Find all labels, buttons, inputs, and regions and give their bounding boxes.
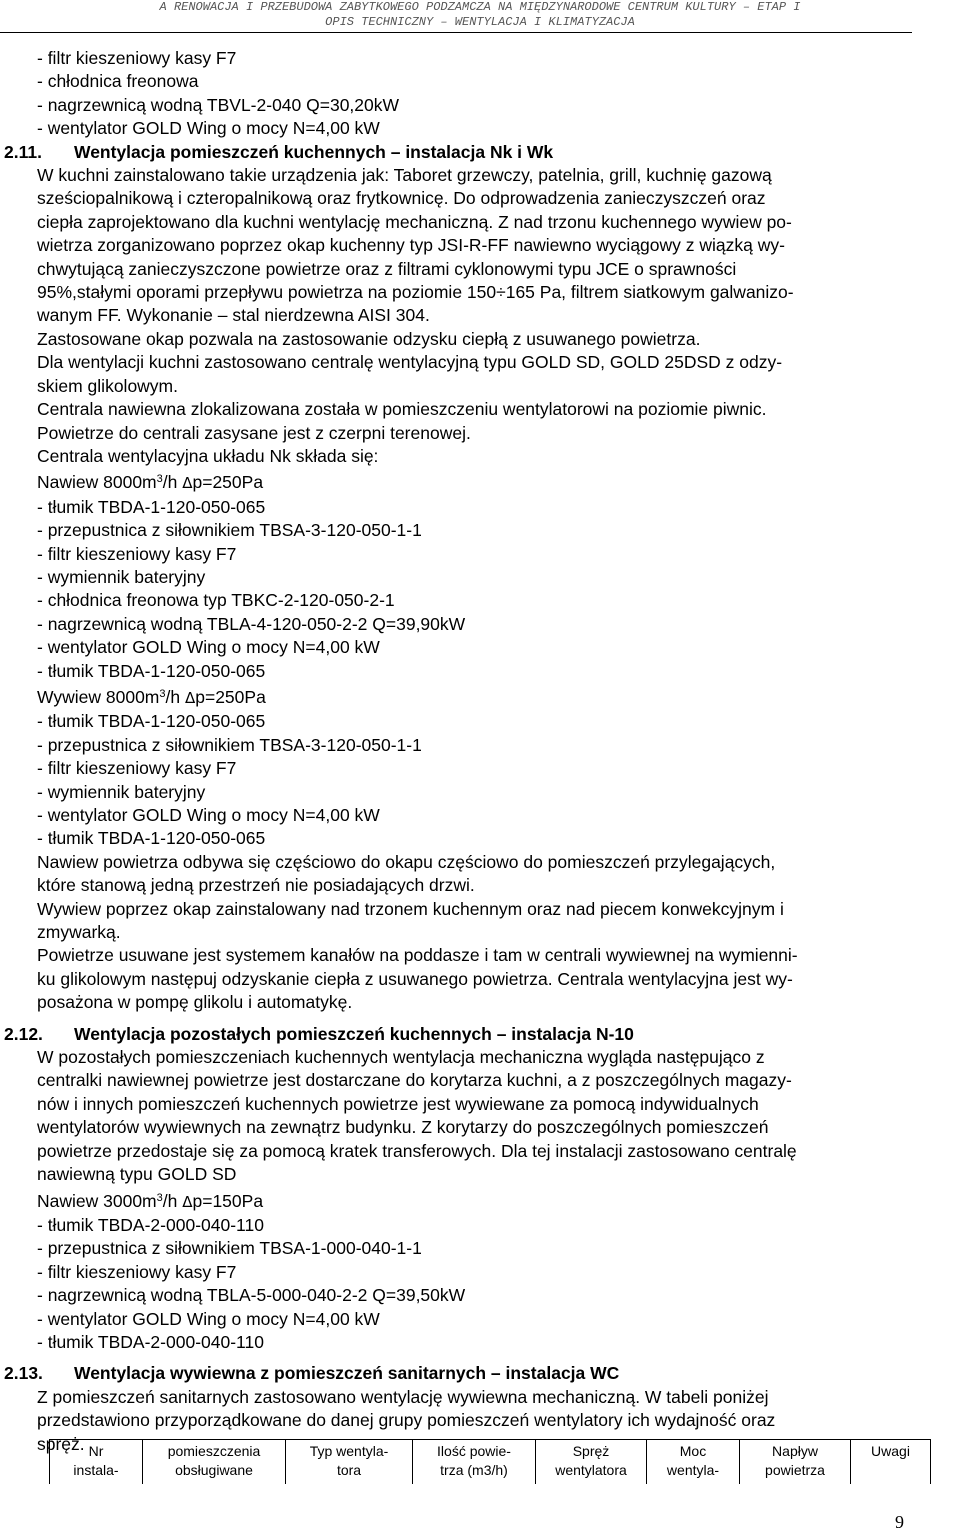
text-line: Zastosowane okap pozwala na zastosowanie odzysku ciepłą z usuwanego powietrza. [37, 328, 701, 349]
page-header [0, 0, 960, 30]
list-item: - wentylator GOLD Wing o mocy N=4,00 kW [37, 637, 380, 658]
text-line: W pozostałych pomieszczeniach kuchennych wentylacja mechaniczna wygląda następująco z [37, 1047, 765, 1068]
fan-table [49, 1439, 931, 1484]
section-2-11-body [37, 164, 905, 1015]
table-header-cell: Spręż wentylatora [536, 1440, 647, 1485]
text-line: ku glikolowym następuj odzyskanie ciepła z usuwanego powietrza. Centrala wentylacyjna jest wy- [37, 968, 793, 989]
list-item: - przepustnica z siłownikiem TBSA-3-120-050-1-1 [37, 520, 422, 541]
text-line: wietrza zorganizowano poprzez okap kuchenny typ JSI-R-FF nawiewno wyciągowy z wiązką wy- [37, 235, 785, 256]
text-line: Centrala wentylacyjna układu Nk składa się: [37, 445, 379, 466]
list-item: - filtr kieszeniowy kasy F7 [37, 1261, 237, 1282]
list-item: - chłodnica freonowa [37, 71, 199, 92]
text-line: Z pomieszczeń sanitarnych zastosowano wentylację wywiewna mechaniczną. W tabeli poniżej [37, 1386, 769, 1407]
list-item: - wentylator GOLD Wing o mocy N=4,00 kW [37, 118, 380, 139]
text-line: ciepła zaprojektowano dla kuchni wentylację mechaniczną. Z nad trzonu kuchennego wywiew po- [37, 211, 792, 232]
text-line: Powietrze do centrali zasysane jest z czerpni terenowej. [37, 422, 471, 443]
list-item: - tłumik TBDA-1-120-050-065 [37, 660, 266, 681]
text-line: przedstawiono przyporządkowane do danej grupy pomieszczeń wentylatory ich wydajność oraz [37, 1410, 776, 1431]
list-item: - nagrzewnicą wodną TBVL-2-040 Q=30,20kW [37, 94, 400, 115]
text-line: powietrze przedostaje się za pomocą kratek transferowych. Dla tej instalacji zastosowano centralę [37, 1140, 797, 1161]
header-line-1: A RENOWACJA I PRZEBUDOWA ZABYTKOWEGO PODZAMCZA NA MIĘDZYNARODOWE CENTRUM KULTURY – ETAP I [159, 0, 801, 14]
text-line: W kuchni zainstalowano takie urządzenia jak: Taboret grzewczy, patelnia, grill, kuchnię gazową [37, 165, 772, 186]
list-item: - filtr kieszeniowy kasy F7 [37, 758, 237, 779]
list-item: - filtr kieszeniowy kasy F7 [37, 543, 237, 564]
text-line: zmywarką. [37, 922, 121, 943]
list-item: - przepustnica z siłownikiem TBSA-1-000-040-1-1 [37, 1238, 422, 1259]
text-line: Wywiew poprzez okap zainstalowany nad trzonem kuchennym oraz nad piecem konwekcyjnym i [37, 898, 784, 919]
list-item: - przepustnica z siłownikiem TBSA-3-120-050-1-1 [37, 734, 422, 755]
text-line: wentylatorów wywiewnych na zewnątrz budynku. Z korytarzy do poszczególnych pomieszczeń [37, 1117, 769, 1138]
table-header-cell: Ilość powie- trza (m3/h) [413, 1440, 536, 1485]
wywiew-spec: Wywiew $8000m^3/h$ Δp=250Pa [37, 686, 266, 707]
section-heading-2-12: 2.12. Wentylacja pozostałych pomieszczeń kuchennych – instalacja N-10 [4, 1023, 634, 1044]
text-line: nów i innych pomieszczeń kuchennych powietrze jest wywiewane za pomocą indywidualnych [37, 1093, 759, 1114]
text-line: posażona w pompę glikolu i automatykę. [37, 992, 353, 1013]
list-item: - chłodnica freonowa typ TBKC-2-120-050-2-1 [37, 590, 395, 611]
text-line: chwytującą zanieczyszczone powietrze oraz z filtrami cyklonowymi typu JCE o sprawności [37, 258, 737, 279]
list-item: - filtr kieszeniowy kasy F7 [37, 48, 237, 68]
text-line: spręż. [37, 1433, 85, 1454]
list-item: - nagrzewnicą wodną TBLA-5-000-040-2-2 Q=39,50kW [37, 1285, 466, 1306]
list-item: - wymiennik bateryjny [37, 566, 206, 587]
list-item: - wymiennik bateryjny [37, 781, 206, 802]
page-number: 9 [895, 1512, 904, 1532]
table-header-cell: pomieszczenia obsługiwane [143, 1440, 286, 1485]
text-line: centralki nawiewnej powietrze jest dostarczane do korytarza kuchni, a z poszczególnych magazy- [37, 1070, 792, 1091]
list-item: - tłumik TBDA-2-000-040-110 [37, 1331, 264, 1352]
list-item: - wentylator GOLD Wing o mocy N=4,00 kW [37, 805, 380, 825]
section-heading-2-11: 2.11. Wentylacja pomieszczeń kuchennych – instalacja Nk i Wk [4, 141, 554, 162]
text-line: Powietrze usuwane jest systemem kanałów na poddasze i tam w centrali wywiewnej na wymienni- [37, 945, 798, 966]
text-line: wanym FF. Wykonanie – stal nierdzewna AISI 304. [37, 305, 430, 326]
nawiew-spec: Nawiew $3000m^3/h$ Δp=150Pa [37, 1190, 264, 1211]
text-line: sześciopalnikową i czteropalnikową oraz frytkownicę. Do odprowadzenia zanieczyszczeń oraz [37, 188, 766, 209]
header-rule [0, 32, 912, 33]
nawiew-spec: Nawiew $8000m^3/h$ Δp=250Pa [37, 472, 264, 493]
table-header-row [50, 1440, 931, 1485]
text-line: nawiewną typu GOLD SD [37, 1164, 237, 1185]
table-header-cell: Napływ powietrza [740, 1440, 851, 1485]
list-item: - nagrzewnicą wodną TBLA-4-120-050-2-2 Q=39,90kW [37, 613, 466, 634]
table-header-cell: Nr instala- [50, 1440, 143, 1485]
table-header-cell: Typ wentyla- tora [286, 1440, 413, 1485]
list-item: - tłumik TBDA-1-120-050-065 [37, 496, 266, 517]
list-item: - tłumik TBDA-1-120-050-065 [37, 828, 266, 849]
text-line: Nawiew powietrza odbywa się częściowo do okapu częściowo do pomieszczeń przylegających, [37, 851, 776, 872]
table-header-cell: Moc wentyla- [647, 1440, 740, 1485]
text-line: 95%,stałymi oporami przepływu powietrza na poziomie 150÷165 Pa, filtrem siatkowym galwanizo- [37, 282, 794, 303]
section-heading-2-13: 2.13. Wentylacja wywiewna z pomieszczeń sanitarnych – instalacja WC [4, 1363, 620, 1384]
list-item: - tłumik TBDA-2-000-040-110 [37, 1214, 264, 1235]
text-line: skiem glikolowym. [37, 375, 178, 396]
table-header-cell: Uwagi [851, 1440, 931, 1485]
list-item: - wentylator GOLD Wing o mocy N=4,00 kW [37, 1308, 380, 1329]
document-body [4, 47, 905, 1456]
section-2-12-body [37, 1046, 905, 1354]
header-line-2: OPIS TECHNICZNY – WENTYLACJA I KLIMATYZACJA [325, 15, 635, 29]
text-line: Dla wentylacji kuchni zastosowano centralę wentylacyjną typu GOLD SD, GOLD 25DSD z odzy- [37, 352, 783, 373]
text-line: Centrala nawiewna zlokalizowana została w pomieszczeniu wentylatorowi na poziomie piwnic. [37, 399, 767, 420]
top-equipment-list [37, 47, 905, 141]
text-line: które stanową jedną przestrzeń nie posiadających drzwi. [37, 875, 475, 896]
list-item: - tłumik TBDA-1-120-050-065 [37, 711, 266, 732]
